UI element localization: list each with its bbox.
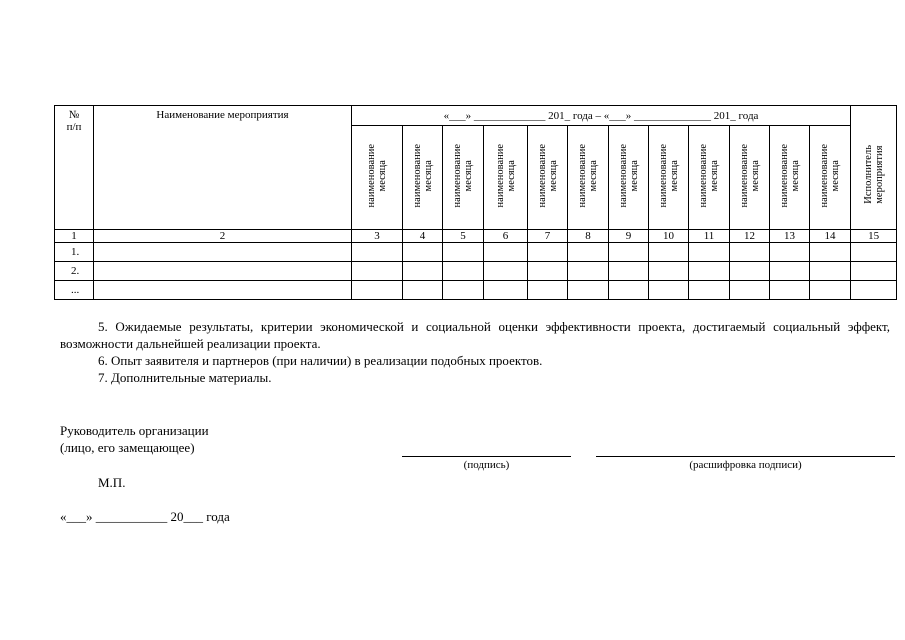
month-label: наименование месяца [536, 144, 559, 208]
table-cell [851, 262, 897, 281]
column-number-15: 15 [851, 230, 897, 243]
table-cell [730, 262, 770, 281]
month-header-3 [443, 126, 484, 230]
month-header-7 [609, 126, 649, 230]
month-header-4 [484, 126, 528, 230]
table-cell [689, 281, 730, 300]
row-number: ... [55, 281, 94, 300]
table-cell [689, 243, 730, 262]
table-cell [443, 281, 484, 300]
table-cell [730, 281, 770, 300]
paragraph-6: 6. Опыт заявителя и партнеров (при наличии) в реализации подобных проектов. [98, 353, 543, 368]
month-label: наименование месяца [778, 144, 801, 208]
stamp-label: М.П. [98, 475, 126, 490]
month-header-12 [810, 126, 851, 230]
month-label: наименование месяца [617, 144, 640, 208]
table-cell [609, 262, 649, 281]
column-number-9: 9 [609, 230, 649, 243]
col-name-header: Наименование мероприятия [94, 106, 352, 230]
table-cell [568, 243, 609, 262]
table-cell [403, 262, 443, 281]
table-row [55, 243, 897, 262]
table-cell [689, 262, 730, 281]
table-cell [484, 262, 528, 281]
table-cell [810, 243, 851, 262]
table-row [55, 281, 897, 300]
column-number-13: 13 [770, 230, 810, 243]
table-cell [528, 243, 568, 262]
column-number-10: 10 [649, 230, 689, 243]
signature-caption: (подпись) [463, 459, 510, 471]
column-number-6: 6 [484, 230, 528, 243]
head-title: Руководитель организации [60, 423, 209, 438]
month-header-6 [568, 126, 609, 230]
table-cell [94, 281, 352, 300]
column-number-2: 2 [94, 230, 352, 243]
month-label: наименование месяца [366, 144, 388, 208]
col-executor-header [851, 106, 897, 230]
table-cell [352, 243, 403, 262]
table-cell [403, 281, 443, 300]
table-cell [649, 243, 689, 262]
month-label: наименование месяца [657, 144, 680, 208]
month-header-8 [649, 126, 689, 230]
table-cell [851, 281, 897, 300]
head-subtitle: (лицо, его замещающее) [60, 440, 195, 455]
table-cell [443, 243, 484, 262]
table-cell [94, 243, 352, 262]
month-header-5 [528, 126, 568, 230]
month-label: наименование месяца [698, 144, 720, 208]
column-number-5: 5 [443, 230, 484, 243]
table-cell [649, 281, 689, 300]
row-number: 1. [55, 243, 94, 262]
column-number-1: 1 [55, 230, 94, 243]
month-label: наименование месяца [577, 144, 599, 208]
month-header-9 [689, 126, 730, 230]
table-cell [528, 262, 568, 281]
column-number-row [55, 230, 897, 243]
month-header-10 [730, 126, 770, 230]
table-cell [484, 281, 528, 300]
month-label: наименование месяца [411, 144, 434, 208]
table-cell [649, 262, 689, 281]
table-cell [352, 262, 403, 281]
row-number: 2. [55, 262, 94, 281]
column-number-7: 7 [528, 230, 568, 243]
table-cell [94, 262, 352, 281]
table-cell [770, 243, 810, 262]
table-cell [484, 243, 528, 262]
date-line: «___» ___________ 20___ года [60, 509, 230, 524]
signature-line [402, 456, 571, 457]
table-cell [810, 281, 851, 300]
table-cell [403, 243, 443, 262]
column-number-12: 12 [730, 230, 770, 243]
month-label: наименование месяца [738, 144, 761, 208]
month-label: наименование месяца [452, 144, 474, 208]
table-cell [609, 243, 649, 262]
table-cell [528, 281, 568, 300]
paragraph-5: 5. Ожидаемые результаты, критерии экономической и социальной оценки эффективности проекта, достигаемый социальный эффект, возможности дальнейшей реализации проекта. [60, 319, 890, 351]
table-cell [770, 281, 810, 300]
table-cell [810, 262, 851, 281]
table-cell [443, 262, 484, 281]
month-header-11 [770, 126, 810, 230]
col-num-header: № п/п [55, 106, 94, 230]
plan-table [54, 105, 897, 300]
month-header-1 [352, 126, 403, 230]
table-cell [609, 281, 649, 300]
column-number-11: 11 [689, 230, 730, 243]
table-cell [730, 243, 770, 262]
table-cell [568, 262, 609, 281]
table-row [55, 262, 897, 281]
column-number-8: 8 [568, 230, 609, 243]
table-cell [352, 281, 403, 300]
executor-label: Исполнитель мероприятия [862, 145, 885, 204]
month-label: наименование месяца [494, 144, 517, 208]
table-cell [568, 281, 609, 300]
month-label: наименование месяца [819, 144, 842, 208]
table-cell [770, 262, 810, 281]
decode-caption: (расшифровка подписи) [689, 459, 802, 471]
period-header: «___» _____________ 201_ года – «___» ______________ 201_ года [352, 106, 851, 126]
decode-line [596, 456, 895, 457]
column-number-14: 14 [810, 230, 851, 243]
column-number-4: 4 [403, 230, 443, 243]
table-cell [851, 243, 897, 262]
month-header-2 [403, 126, 443, 230]
paragraph-7: 7. Дополнительные материалы. [98, 370, 272, 385]
column-number-3: 3 [352, 230, 403, 243]
